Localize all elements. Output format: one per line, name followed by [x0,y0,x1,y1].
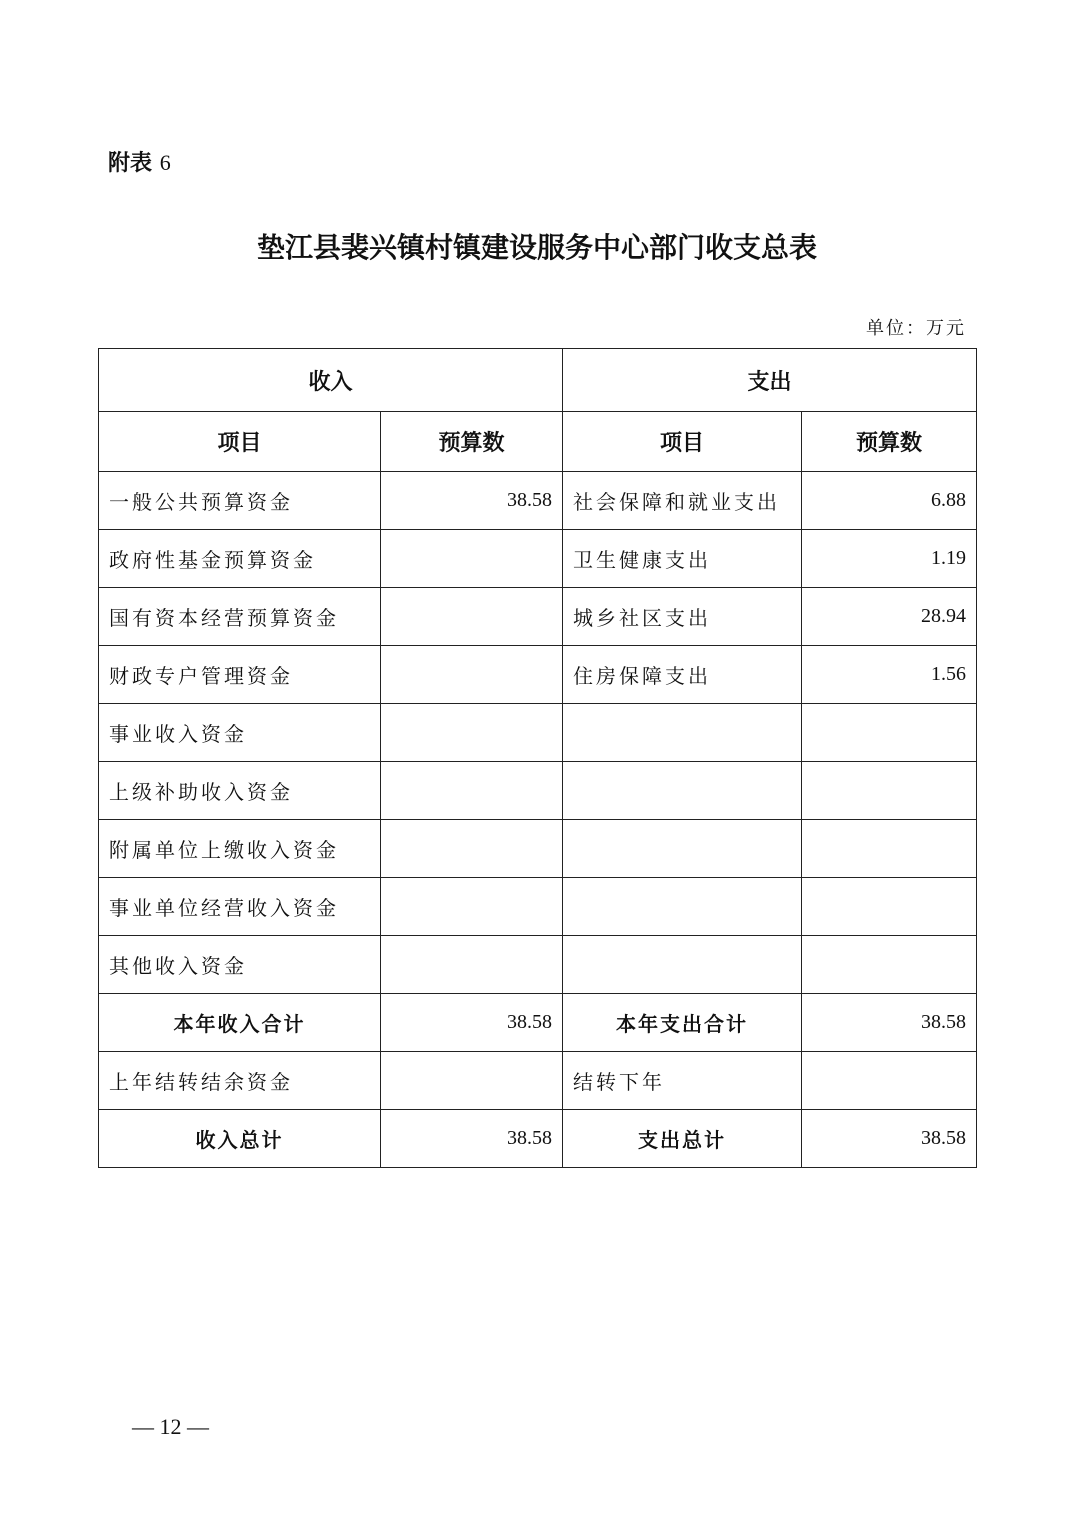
income-value-cell [381,820,563,878]
expense-value-cell [802,936,977,994]
income-value-cell [381,936,563,994]
income-value-cell: 38.58 [381,472,563,530]
expense-value-cell [802,820,977,878]
unit-label: 单位：万元 [866,318,966,339]
table-row [99,1110,977,1168]
income-item-cell: 财政专户管理资金 [99,646,381,704]
column-header-row [99,412,977,472]
table-row [99,762,977,820]
table-row [99,994,977,1052]
income-item-cell: 附属单位上缴收入资金 [99,820,381,878]
income-item-cell: 本年收入合计 [99,994,381,1052]
table-row [99,588,977,646]
table-row [99,472,977,530]
income-value-cell [381,588,563,646]
attachment-label-text: 附表 [108,151,153,176]
expense-item-cell: 城乡社区支出 [563,588,802,646]
income-item-cell: 政府性基金预算资金 [99,530,381,588]
page-number: — 12 — [132,1414,209,1439]
expense-value-cell [802,762,977,820]
income-value-cell [381,704,563,762]
expense-item-cell [563,762,802,820]
table-row [99,820,977,878]
expense-budget-header: 预算数 [802,412,977,472]
expense-value-cell [802,1052,977,1110]
table-row [99,878,977,936]
income-budget-header: 预算数 [381,412,563,472]
expense-value-cell [802,704,977,762]
expense-item-cell [563,936,802,994]
attachment-label [108,146,171,177]
expense-item-cell: 结转下年 [563,1052,802,1110]
budget-summary-table [98,348,977,1168]
income-value-cell [381,530,563,588]
expense-item-cell: 社会保障和就业支出 [563,472,802,530]
expense-item-cell: 支出总计 [563,1110,802,1168]
table-row [99,704,977,762]
income-item-cell: 其他收入资金 [99,936,381,994]
income-section-header: 收入 [99,349,563,412]
table-row [99,646,977,704]
income-item-cell: 上年结转结余资金 [99,1052,381,1110]
expense-item-cell: 本年支出合计 [563,994,802,1052]
expense-item-cell [563,820,802,878]
expense-item-cell: 卫生健康支出 [563,530,802,588]
page-title: 垫江县裴兴镇村镇建设服务中心部门收支总表 [256,231,817,264]
expense-item-cell [563,878,802,936]
expense-value-cell: 28.94 [802,588,977,646]
section-header-row [99,349,977,412]
table-row [99,530,977,588]
income-value-cell [381,762,563,820]
expense-item-header: 项目 [563,412,802,472]
expense-value-cell: 38.58 [802,1110,977,1168]
income-item-cell: 收入总计 [99,1110,381,1168]
income-item-cell: 一般公共预算资金 [99,472,381,530]
income-value-cell: 38.58 [381,1110,563,1168]
income-value-cell [381,646,563,704]
attachment-number: 6 [159,150,171,175]
income-item-cell: 国有资本经营预算资金 [99,588,381,646]
expense-value-cell: 1.19 [802,530,977,588]
income-item-cell: 上级补助收入资金 [99,762,381,820]
expense-value-cell: 6.88 [802,472,977,530]
table-row [99,936,977,994]
expense-item-cell: 住房保障支出 [563,646,802,704]
income-item-cell: 事业单位经营收入资金 [99,878,381,936]
expense-item-cell [563,704,802,762]
expense-value-cell: 1.56 [802,646,977,704]
income-value-cell [381,1052,563,1110]
income-item-cell: 事业收入资金 [99,704,381,762]
income-value-cell [381,878,563,936]
expense-section-header: 支出 [563,349,977,412]
expense-value-cell: 38.58 [802,994,977,1052]
table-row [99,1052,977,1110]
income-item-header: 项目 [99,412,381,472]
income-value-cell: 38.58 [381,994,563,1052]
expense-value-cell [802,878,977,936]
